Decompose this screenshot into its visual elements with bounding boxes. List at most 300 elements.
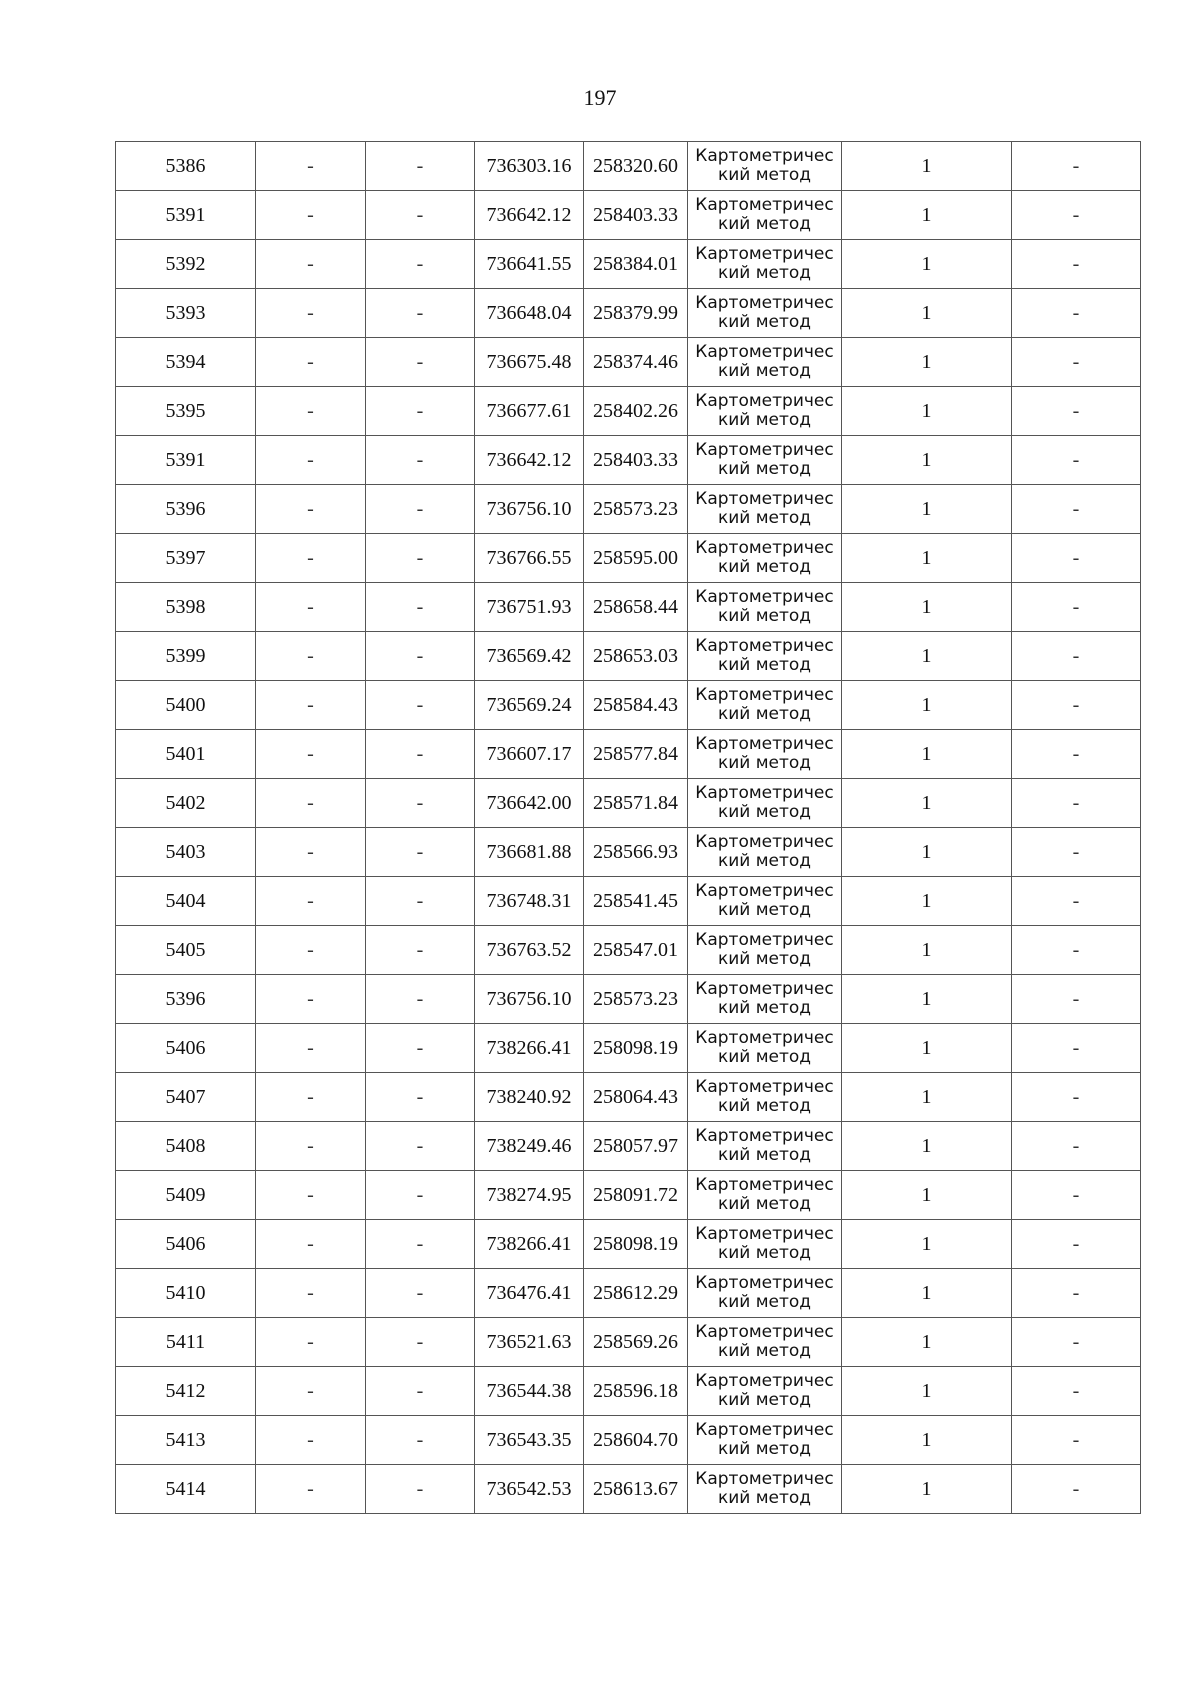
method-line: кий метод: [717, 557, 812, 577]
cell-x-coordinate: 736763.52: [475, 926, 584, 975]
cell-col7: 1: [842, 534, 1012, 583]
cell-y-coordinate: 258403.33: [584, 191, 688, 240]
cell-point-number: 5403: [116, 828, 256, 877]
table-body: [116, 142, 1141, 1514]
cell-col7: 1: [842, 1024, 1012, 1073]
cell-col2: -: [256, 632, 366, 681]
cell-col8: -: [1012, 681, 1141, 730]
method-line: Картометричес: [695, 146, 834, 166]
cell-method: [688, 632, 842, 681]
cell-x-coordinate: 736641.55: [475, 240, 584, 289]
method-line: Картометричес: [695, 930, 834, 950]
cell-method: [688, 730, 842, 779]
cell-col8: -: [1012, 1465, 1141, 1514]
cell-col7: 1: [842, 975, 1012, 1024]
cell-point-number: 5407: [116, 1073, 256, 1122]
cell-col2: -: [256, 289, 366, 338]
cell-point-number: 5394: [116, 338, 256, 387]
cell-col8: -: [1012, 1416, 1141, 1465]
cell-x-coordinate: 736748.31: [475, 877, 584, 926]
table-row: [116, 877, 1141, 926]
cell-col2: -: [256, 1416, 366, 1465]
table-row: [116, 1465, 1141, 1514]
cell-point-number: 5404: [116, 877, 256, 926]
cell-x-coordinate: 736756.10: [475, 485, 584, 534]
cell-col2: -: [256, 338, 366, 387]
cell-col8: -: [1012, 975, 1141, 1024]
method-line: Картометричес: [695, 587, 834, 607]
method-line: Картометричес: [695, 1371, 834, 1391]
cell-y-coordinate: 258064.43: [584, 1073, 688, 1122]
cell-col2: -: [256, 877, 366, 926]
method-line: кий метод: [717, 508, 812, 528]
method-line: Картометричес: [695, 1273, 834, 1293]
table-row: [116, 191, 1141, 240]
method-line: Картометричес: [695, 342, 834, 362]
cell-y-coordinate: 258057.97: [584, 1122, 688, 1171]
cell-col2: -: [256, 1269, 366, 1318]
cell-col3: -: [366, 1416, 475, 1465]
cell-method: [688, 142, 842, 191]
page-number: 197: [583, 85, 617, 110]
cell-point-number: 5391: [116, 191, 256, 240]
method-line: Картометричес: [695, 391, 834, 411]
method-line: кий метод: [717, 851, 812, 871]
cell-col7: 1: [842, 926, 1012, 975]
cell-x-coordinate: 736607.17: [475, 730, 584, 779]
cell-method: [688, 779, 842, 828]
cell-col8: -: [1012, 779, 1141, 828]
cell-col7: 1: [842, 1416, 1012, 1465]
cell-col8: -: [1012, 240, 1141, 289]
table-row: [116, 632, 1141, 681]
method-line: Картометричес: [695, 538, 834, 558]
cell-point-number: 5414: [116, 1465, 256, 1514]
cell-x-coordinate: 736677.61: [475, 387, 584, 436]
cell-col3: -: [366, 779, 475, 828]
cell-y-coordinate: 258571.84: [584, 779, 688, 828]
cell-y-coordinate: 258573.23: [584, 975, 688, 1024]
cell-col8: -: [1012, 730, 1141, 779]
table-row: [116, 730, 1141, 779]
cell-x-coordinate: 738249.46: [475, 1122, 584, 1171]
table-row: [116, 485, 1141, 534]
cell-col7: 1: [842, 681, 1012, 730]
cell-col3: -: [366, 1318, 475, 1367]
cell-point-number: 5406: [116, 1024, 256, 1073]
cell-col3: -: [366, 583, 475, 632]
cell-y-coordinate: 258320.60: [584, 142, 688, 191]
cell-col3: -: [366, 240, 475, 289]
cell-col7: 1: [842, 289, 1012, 338]
table-row: [116, 779, 1141, 828]
method-line: кий метод: [717, 1488, 812, 1508]
table-row: [116, 828, 1141, 877]
cell-x-coordinate: 736751.93: [475, 583, 584, 632]
cell-point-number: 5396: [116, 975, 256, 1024]
cell-col8: -: [1012, 1122, 1141, 1171]
cell-col8: -: [1012, 583, 1141, 632]
cell-col7: 1: [842, 583, 1012, 632]
cell-col8: -: [1012, 1073, 1141, 1122]
cell-col2: -: [256, 485, 366, 534]
cell-point-number: 5393: [116, 289, 256, 338]
cell-y-coordinate: 258584.43: [584, 681, 688, 730]
cell-method: [688, 1073, 842, 1122]
cell-x-coordinate: 736544.38: [475, 1367, 584, 1416]
method-line: кий метод: [717, 263, 812, 283]
method-line: Картометричес: [695, 244, 834, 264]
cell-x-coordinate: 736542.53: [475, 1465, 584, 1514]
method-line: Картометричес: [695, 832, 834, 852]
cell-method: [688, 1122, 842, 1171]
method-line: кий метод: [717, 1145, 812, 1165]
cell-method: [688, 1318, 842, 1367]
cell-point-number: 5396: [116, 485, 256, 534]
table-row: [116, 926, 1141, 975]
cell-col8: -: [1012, 142, 1141, 191]
cell-point-number: 5397: [116, 534, 256, 583]
cell-col8: -: [1012, 338, 1141, 387]
cell-col7: 1: [842, 1171, 1012, 1220]
method-line: кий метод: [717, 165, 812, 185]
cell-x-coordinate: 736642.12: [475, 191, 584, 240]
cell-col2: -: [256, 828, 366, 877]
cell-col2: -: [256, 681, 366, 730]
cell-col3: -: [366, 1024, 475, 1073]
cell-col2: -: [256, 1318, 366, 1367]
cell-x-coordinate: 736476.41: [475, 1269, 584, 1318]
cell-col3: -: [366, 681, 475, 730]
method-line: Картометричес: [695, 1469, 834, 1489]
cell-col2: -: [256, 583, 366, 632]
method-line: кий метод: [717, 214, 812, 234]
method-line: кий метод: [717, 1390, 812, 1410]
cell-point-number: 5412: [116, 1367, 256, 1416]
method-line: кий метод: [717, 949, 812, 969]
cell-col8: -: [1012, 926, 1141, 975]
cell-col3: -: [366, 877, 475, 926]
cell-method: [688, 387, 842, 436]
cell-col2: -: [256, 1220, 366, 1269]
cell-col2: -: [256, 240, 366, 289]
cell-col8: -: [1012, 1024, 1141, 1073]
cell-x-coordinate: 736569.24: [475, 681, 584, 730]
cell-col2: -: [256, 1171, 366, 1220]
cell-col7: 1: [842, 240, 1012, 289]
table-row: [116, 975, 1141, 1024]
method-line: кий метод: [717, 459, 812, 479]
cell-y-coordinate: 258613.67: [584, 1465, 688, 1514]
cell-point-number: 5398: [116, 583, 256, 632]
cell-col8: -: [1012, 1171, 1141, 1220]
method-line: кий метод: [717, 753, 812, 773]
cell-col3: -: [366, 1465, 475, 1514]
cell-col8: -: [1012, 632, 1141, 681]
cell-point-number: 5402: [116, 779, 256, 828]
cell-col8: -: [1012, 1367, 1141, 1416]
method-line: кий метод: [717, 655, 812, 675]
method-line: кий метод: [717, 704, 812, 724]
cell-col7: 1: [842, 632, 1012, 681]
method-line: Картометричес: [695, 1175, 834, 1195]
cell-col3: -: [366, 338, 475, 387]
cell-col3: -: [366, 975, 475, 1024]
cell-col7: 1: [842, 387, 1012, 436]
cell-col3: -: [366, 142, 475, 191]
method-line: кий метод: [717, 1292, 812, 1312]
table-row: [116, 1416, 1141, 1465]
cell-method: [688, 289, 842, 338]
cell-y-coordinate: 258091.72: [584, 1171, 688, 1220]
cell-point-number: 5408: [116, 1122, 256, 1171]
method-line: Картометричес: [695, 1224, 834, 1244]
cell-point-number: 5409: [116, 1171, 256, 1220]
cell-col2: -: [256, 1367, 366, 1416]
cell-point-number: 5386: [116, 142, 256, 191]
table-row: [116, 534, 1141, 583]
cell-col7: 1: [842, 436, 1012, 485]
cell-y-coordinate: 258577.84: [584, 730, 688, 779]
cell-x-coordinate: 736303.16: [475, 142, 584, 191]
cell-col3: -: [366, 1171, 475, 1220]
cell-point-number: 5391: [116, 436, 256, 485]
table-row: [116, 142, 1141, 191]
cell-point-number: 5411: [116, 1318, 256, 1367]
method-line: Картометричес: [695, 440, 834, 460]
cell-y-coordinate: 258547.01: [584, 926, 688, 975]
cell-method: [688, 975, 842, 1024]
cell-col2: -: [256, 387, 366, 436]
cell-method: [688, 926, 842, 975]
cell-col2: -: [256, 534, 366, 583]
cell-col3: -: [366, 926, 475, 975]
cell-x-coordinate: 736642.12: [475, 436, 584, 485]
table-row: [116, 1171, 1141, 1220]
cell-col3: -: [366, 1367, 475, 1416]
table-row: [116, 1122, 1141, 1171]
cell-col7: 1: [842, 779, 1012, 828]
method-line: Картометричес: [695, 1126, 834, 1146]
cell-method: [688, 877, 842, 926]
cell-col8: -: [1012, 436, 1141, 485]
cell-x-coordinate: 736521.63: [475, 1318, 584, 1367]
cell-col7: 1: [842, 828, 1012, 877]
table-row: [116, 1073, 1141, 1122]
cell-y-coordinate: 258402.26: [584, 387, 688, 436]
cell-y-coordinate: 258541.45: [584, 877, 688, 926]
method-line: Картометричес: [695, 1077, 834, 1097]
cell-col8: -: [1012, 485, 1141, 534]
table-row: [116, 240, 1141, 289]
table-row: [116, 1024, 1141, 1073]
cell-col7: 1: [842, 191, 1012, 240]
cell-col2: -: [256, 779, 366, 828]
cell-y-coordinate: 258604.70: [584, 1416, 688, 1465]
method-line: Картометричес: [695, 293, 834, 313]
cell-point-number: 5405: [116, 926, 256, 975]
method-line: кий метод: [717, 900, 812, 920]
cell-col7: 1: [842, 1220, 1012, 1269]
cell-col2: -: [256, 1122, 366, 1171]
cell-method: [688, 534, 842, 583]
cell-col2: -: [256, 1465, 366, 1514]
table-row: [116, 338, 1141, 387]
cell-col3: -: [366, 191, 475, 240]
method-line: Картометричес: [695, 979, 834, 999]
method-line: кий метод: [717, 1439, 812, 1459]
cell-col8: -: [1012, 828, 1141, 877]
table-row: [116, 1318, 1141, 1367]
method-line: Картометричес: [695, 685, 834, 705]
cell-method: [688, 191, 842, 240]
cell-col3: -: [366, 1073, 475, 1122]
cell-col3: -: [366, 485, 475, 534]
cell-col7: 1: [842, 142, 1012, 191]
cell-x-coordinate: 736756.10: [475, 975, 584, 1024]
method-line: кий метод: [717, 1194, 812, 1214]
cell-y-coordinate: 258098.19: [584, 1024, 688, 1073]
table-row: [116, 387, 1141, 436]
cell-col7: 1: [842, 485, 1012, 534]
cell-col2: -: [256, 730, 366, 779]
cell-col3: -: [366, 1122, 475, 1171]
cell-col3: -: [366, 730, 475, 779]
cell-y-coordinate: 258658.44: [584, 583, 688, 632]
cell-y-coordinate: 258566.93: [584, 828, 688, 877]
method-line: Картометричес: [695, 195, 834, 215]
cell-col3: -: [366, 828, 475, 877]
cell-point-number: 5406: [116, 1220, 256, 1269]
cell-method: [688, 1367, 842, 1416]
method-line: Картометричес: [695, 489, 834, 509]
cell-y-coordinate: 258569.26: [584, 1318, 688, 1367]
method-line: кий метод: [717, 606, 812, 626]
cell-x-coordinate: 738266.41: [475, 1024, 584, 1073]
cell-x-coordinate: 738266.41: [475, 1220, 584, 1269]
cell-col2: -: [256, 975, 366, 1024]
cell-method: [688, 583, 842, 632]
cell-method: [688, 1171, 842, 1220]
cell-col3: -: [366, 436, 475, 485]
method-line: кий метод: [717, 998, 812, 1018]
cell-x-coordinate: 736648.04: [475, 289, 584, 338]
cell-col8: -: [1012, 1220, 1141, 1269]
table-row: [116, 289, 1141, 338]
cell-y-coordinate: 258403.33: [584, 436, 688, 485]
method-line: Картометричес: [695, 734, 834, 754]
method-line: кий метод: [717, 802, 812, 822]
method-line: Картометричес: [695, 881, 834, 901]
method-line: Картометричес: [695, 783, 834, 803]
cell-x-coordinate: 736642.00: [475, 779, 584, 828]
cell-x-coordinate: 736543.35: [475, 1416, 584, 1465]
cell-col8: -: [1012, 877, 1141, 926]
cell-point-number: 5401: [116, 730, 256, 779]
table-row: [116, 1220, 1141, 1269]
cell-col8: -: [1012, 1269, 1141, 1318]
method-line: кий метод: [717, 1341, 812, 1361]
cell-x-coordinate: 736675.48: [475, 338, 584, 387]
cell-point-number: 5400: [116, 681, 256, 730]
cell-col7: 1: [842, 1122, 1012, 1171]
cell-col2: -: [256, 142, 366, 191]
method-line: Картометричес: [695, 1028, 834, 1048]
cell-method: [688, 436, 842, 485]
cell-col7: 1: [842, 1465, 1012, 1514]
table-row: [116, 436, 1141, 485]
cell-point-number: 5395: [116, 387, 256, 436]
method-line: кий метод: [717, 1243, 812, 1263]
cell-x-coordinate: 736569.42: [475, 632, 584, 681]
coordinates-table: [115, 141, 1141, 1514]
method-line: Картометричес: [695, 636, 834, 656]
cell-col3: -: [366, 387, 475, 436]
cell-y-coordinate: 258595.00: [584, 534, 688, 583]
cell-x-coordinate: 738240.92: [475, 1073, 584, 1122]
cell-x-coordinate: 736766.55: [475, 534, 584, 583]
table-row: [116, 1367, 1141, 1416]
cell-y-coordinate: 258098.19: [584, 1220, 688, 1269]
cell-col7: 1: [842, 338, 1012, 387]
cell-y-coordinate: 258384.01: [584, 240, 688, 289]
cell-col7: 1: [842, 1073, 1012, 1122]
cell-point-number: 5413: [116, 1416, 256, 1465]
cell-method: [688, 1220, 842, 1269]
cell-method: [688, 828, 842, 877]
cell-method: [688, 1269, 842, 1318]
cell-y-coordinate: 258612.29: [584, 1269, 688, 1318]
cell-col7: 1: [842, 1367, 1012, 1416]
cell-col2: -: [256, 1073, 366, 1122]
cell-col3: -: [366, 1220, 475, 1269]
cell-col8: -: [1012, 387, 1141, 436]
cell-col7: 1: [842, 730, 1012, 779]
cell-col2: -: [256, 436, 366, 485]
method-line: кий метод: [717, 361, 812, 381]
cell-point-number: 5410: [116, 1269, 256, 1318]
method-line: кий метод: [717, 1047, 812, 1067]
cell-y-coordinate: 258653.03: [584, 632, 688, 681]
cell-method: [688, 681, 842, 730]
cell-col8: -: [1012, 289, 1141, 338]
method-line: Картометричес: [695, 1322, 834, 1342]
cell-col2: -: [256, 191, 366, 240]
cell-col3: -: [366, 1269, 475, 1318]
cell-col8: -: [1012, 1318, 1141, 1367]
cell-method: [688, 1416, 842, 1465]
cell-point-number: 5399: [116, 632, 256, 681]
method-line: Картометричес: [695, 1420, 834, 1440]
table-row: [116, 681, 1141, 730]
cell-point-number: 5392: [116, 240, 256, 289]
cell-col3: -: [366, 632, 475, 681]
method-line: кий метод: [717, 410, 812, 430]
cell-y-coordinate: 258596.18: [584, 1367, 688, 1416]
table-row: [116, 1269, 1141, 1318]
cell-col7: 1: [842, 877, 1012, 926]
cell-col8: -: [1012, 534, 1141, 583]
cell-col8: -: [1012, 191, 1141, 240]
cell-method: [688, 240, 842, 289]
cell-y-coordinate: 258573.23: [584, 485, 688, 534]
cell-method: [688, 1465, 842, 1514]
cell-x-coordinate: 738274.95: [475, 1171, 584, 1220]
cell-col2: -: [256, 1024, 366, 1073]
cell-x-coordinate: 736681.88: [475, 828, 584, 877]
cell-y-coordinate: 258374.46: [584, 338, 688, 387]
table-row: [116, 583, 1141, 632]
